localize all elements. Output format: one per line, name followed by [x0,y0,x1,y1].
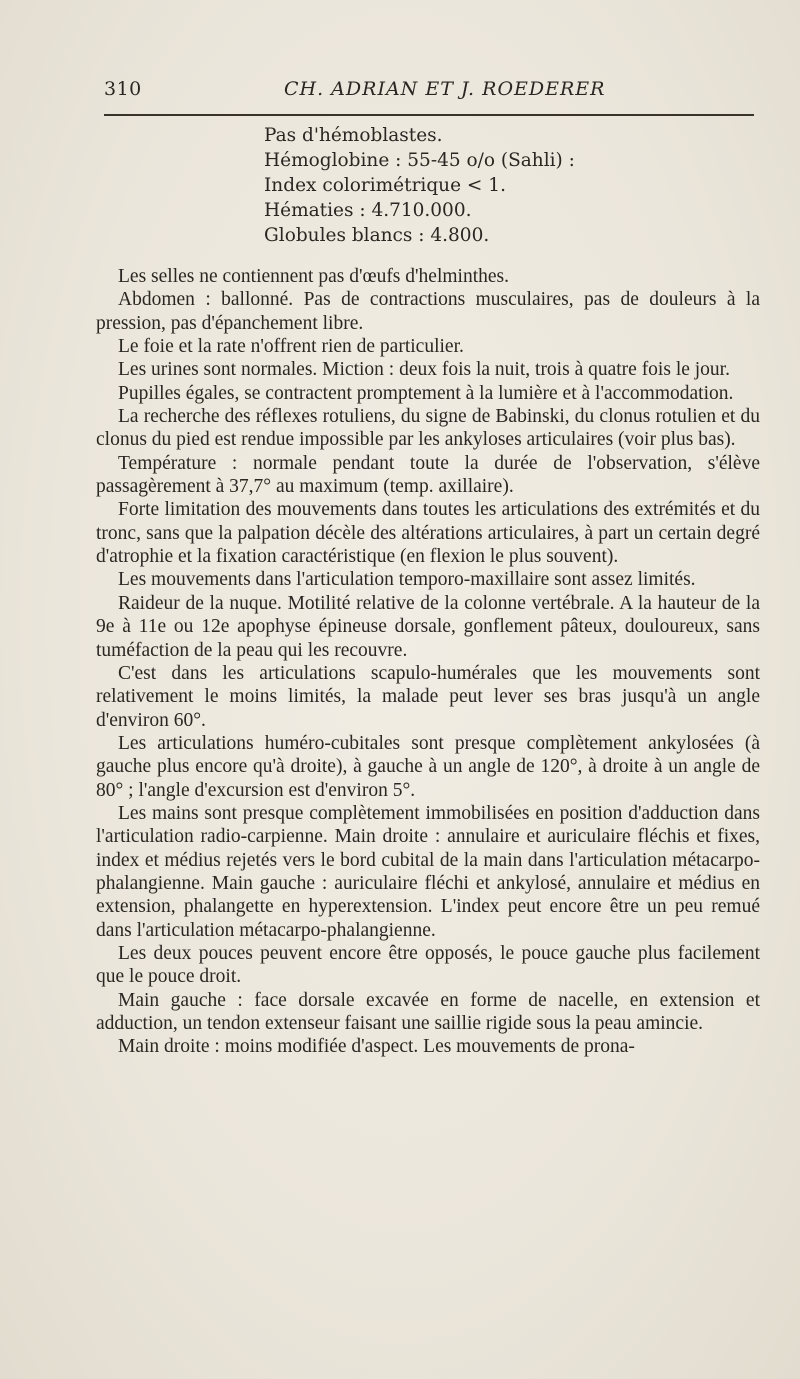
paragraph: Forte limitation des mouvements dans toutes les articulations des extrémités et du tronc, sans que la palpation décèle des altérations articulaires, à part un certain degré d'atrophie et la fixation caractéristique (en flexion le plus souvent). [96,499,760,568]
paragraph: Raideur de la nuque. Motilité relative de la colonne vertébrale. A la hauteur de la 9e à 11e ou 12e apophyse épineuse dorsale, gonflement pâteux, douloureux, sans tuméfaction de la peau qui les recouvre. [96,592,760,661]
lab-line: Hématies : 4.710.000. [264,200,472,221]
paragraph: Main droite : moins modifiée d'aspect. Les mouvements de prona- [118,1036,635,1058]
paragraph: Abdomen : ballonné. Pas de contractions musculaires, pas de douleurs à la pression, pas d'épanchement libre. [96,289,760,334]
paragraph: La recherche des réflexes rotuliens, du signe de Babinski, du clonus rotulien et du clonus du pied est rendue impossible par les ankyloses articulaires (voir plus bas). [96,406,760,451]
paragraph: Les deux pouces peuvent encore être opposés, le pouce gauche plus facilement que le pouce droit. [96,942,760,988]
lab-line: Pas d'hémoblastes. [264,125,443,146]
page-number: 310 [104,78,142,100]
paragraph: Les mains sont presque complètement immobilisées en position d'adduction dans l'articulation radio-carpienne. Main droite : annulaire et auriculaire fléchis et fixes, index et médius rejetés vers le bord cubital de la main dans l'articulation métacarpo-phalangienne. Main gauche : auriculaire fléchi et ankylosé, annulaire et médius en extension, phalangette en hyperextension. L'index peut encore être un peu remué dans l'articulation métacarpo-phalangienne. [96,802,760,941]
paragraph: Les selles ne contiennent pas d'œufs d'helminthes. [118,266,509,287]
paragraph: Température : normale pendant toute la durée de l'observation, s'élève passagèrement à 37,7° au maximum (temp. axillaire). [96,452,760,498]
paragraph: Pupilles égales, se contractent promptement à la lumière et à l'accommodation. [118,382,734,404]
running-head: CH. ADRIAN ET J. ROEDERER [284,78,606,100]
paragraph: Main gauche : face dorsale excavée en forme de nacelle, en extension et adduction, un tendon extenseur faisant une saillie rigide sous la peau amincie. [96,989,760,1034]
page-header [104,74,754,108]
lab-line: Index colorimétrique < 1. [264,175,506,196]
header-rule [104,114,754,116]
body-text [96,265,760,1059]
paragraph: Les articulations huméro-cubitales sont presque complètement ankylosées (à gauche plus encore qu'à droite), à gauche à un angle de 120°, à droite à un angle de 80° ; l'angle d'excursion est d'environ 5°. [96,732,760,801]
paragraph: C'est dans les articulations scapulo-humérales que les mouvements sont relativement le moins limités, la malade peut lever ses bras jusqu'à un angle d'environ 60°. [96,662,760,731]
lab-line: Globules blancs : 4.800. [264,225,490,246]
paragraph: Le foie et la rate n'offrent rien de particulier. [118,336,464,358]
paragraph: Les mouvements dans l'articulation temporo-maxillaire sont assez limités. [118,569,696,591]
lab-line: Hémoglobine : 55-45 o/o (Sahli) : [264,150,575,171]
lab-results [264,123,704,248]
paragraph: Les urines sont normales. Miction : deux fois la nuit, trois à quatre fois le jour. [118,359,730,381]
